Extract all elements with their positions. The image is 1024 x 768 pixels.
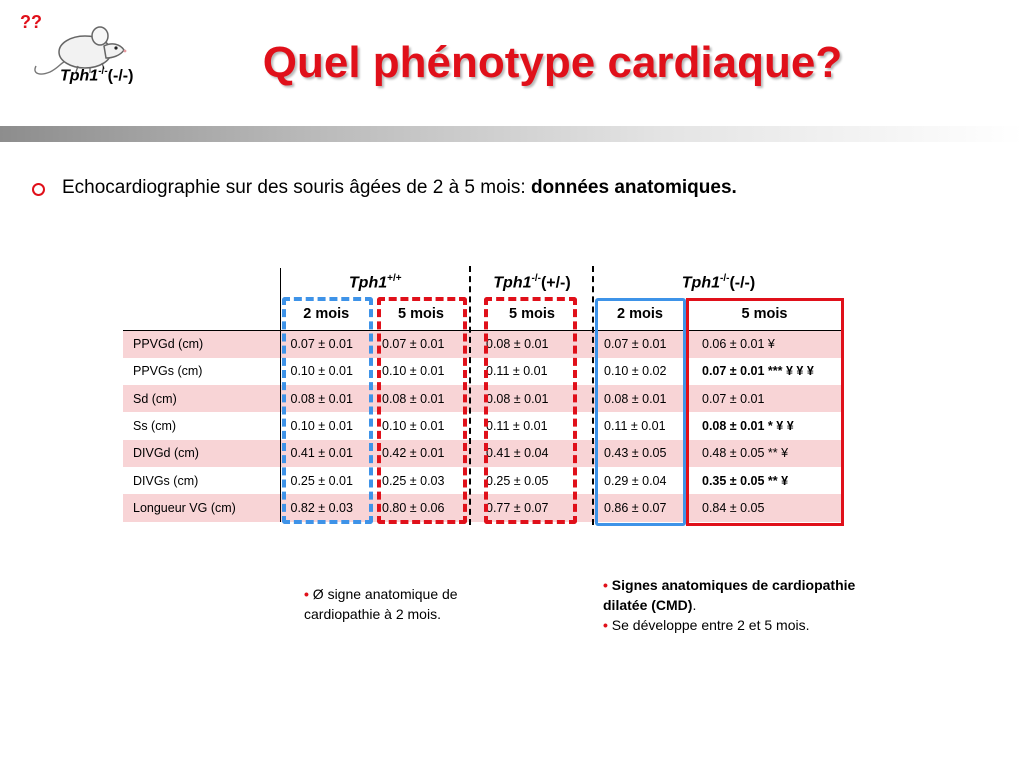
highlight-box-ko-2months <box>595 298 686 526</box>
highlight-box-wt-2months <box>282 297 373 524</box>
table-cell: 0.08 ± 0.01 <box>372 385 470 412</box>
table-cell: 0.29 ± 0.04 <box>594 467 686 494</box>
note-left: • Ø signe anatomique de cardiopathie à 2 mois. <box>304 586 458 622</box>
table-cell: 0.25 ± 0.03 <box>372 467 470 494</box>
table-cell: 0.80 ± 0.06 <box>372 494 470 521</box>
row-label: PPVGd (cm) <box>123 331 280 358</box>
age-header: 2 mois <box>594 298 686 331</box>
table-cell: 0.06 ± 0.01 ¥ <box>686 331 843 358</box>
table-cell: 0.42 ± 0.01 <box>372 440 470 467</box>
empty-corner-cell <box>123 298 280 331</box>
table-cell: 0.10 ± 0.01 <box>280 412 372 439</box>
mouse-genotype-label: Tph1-/-(-/-) <box>60 66 134 85</box>
age-header: 2 mois <box>280 298 372 331</box>
bullet-dot-icon: • <box>603 617 608 633</box>
table-cell: 0.11 ± 0.01 <box>594 412 686 439</box>
table-cell: 0.25 ± 0.05 <box>470 467 594 494</box>
row-label: DIVGd (cm) <box>123 440 280 467</box>
table-cell: 0.07 ± 0.01 <box>280 331 372 358</box>
age-header: 5 mois <box>372 298 470 331</box>
group-separator <box>592 266 594 525</box>
highlight-box-ko-5months <box>686 298 844 526</box>
table-cell: 0.08 ± 0.01 <box>470 331 594 358</box>
table-cell: 0.10 ± 0.01 <box>372 412 470 439</box>
table-cell: 0.08 ± 0.01 <box>594 385 686 412</box>
bullet-dot-icon: • <box>603 577 608 593</box>
table-cell: 0.11 ± 0.01 <box>470 358 594 385</box>
unknown-phenotype-mark: ?? <box>20 12 42 32</box>
table-cell: 0.07 ± 0.01 <box>594 331 686 358</box>
table-cell: 0.10 ± 0.01 <box>280 358 372 385</box>
page-title: Quel phénotype cardiaque? <box>262 38 843 87</box>
bullet-circle-icon <box>32 183 45 196</box>
age-header: 5 mois <box>470 298 594 331</box>
table-cell-significant: 0.08 ± 0.01 * ¥ ¥ <box>686 412 843 439</box>
table-cell-significant: 0.07 ± 0.01 *** ¥ ¥ ¥ <box>686 358 843 385</box>
row-label: Ss (cm) <box>123 412 280 439</box>
highlight-box-wt-5months <box>377 297 467 524</box>
row-label: PPVGs (cm) <box>123 358 280 385</box>
group-separator <box>469 266 471 525</box>
title-divider-bar <box>0 126 1024 142</box>
highlight-box-het-5months <box>484 297 577 524</box>
age-header: 5 mois <box>686 298 843 331</box>
table-cell: 0.08 ± 0.01 <box>280 385 372 412</box>
table-cell: 0.77 ± 0.07 <box>470 494 594 521</box>
table-cell-significant: 0.35 ± 0.05 ** ¥ <box>686 467 843 494</box>
bullet-dot-icon: • <box>304 586 309 602</box>
table-cell: 0.10 ± 0.01 <box>372 358 470 385</box>
table-cell: 0.82 ± 0.03 <box>280 494 372 521</box>
group-header-wild-type: Tph1+/+ <box>348 273 402 292</box>
note-right: • Signes anatomiques de cardiopathie dilatée (CMD). • Se développe entre 2 et 5 mois. <box>603 577 856 633</box>
table-cell: 0.25 ± 0.01 <box>280 467 372 494</box>
table-cell: 0.41 ± 0.04 <box>470 440 594 467</box>
table-cell: 0.10 ± 0.02 <box>594 358 686 385</box>
group-header-homozygous-mother: Tph1-/-(-/-) <box>681 273 756 292</box>
table-cell: 0.43 ± 0.05 <box>594 440 686 467</box>
row-label: Sd (cm) <box>123 385 280 412</box>
table-cell: 0.48 ± 0.05 ** ¥ <box>686 440 843 467</box>
table-cell: 0.41 ± 0.01 <box>280 440 372 467</box>
table-cell: 0.86 ± 0.07 <box>594 494 686 521</box>
table-cell: 0.08 ± 0.01 <box>470 385 594 412</box>
table-cell: 0.84 ± 0.05 <box>686 494 843 521</box>
row-label: Longueur VG (cm) <box>123 494 280 521</box>
table-cell: 0.11 ± 0.01 <box>470 412 594 439</box>
group-header-row <box>123 268 843 298</box>
table-cell: 0.07 ± 0.01 <box>686 385 843 412</box>
empty-corner-cell <box>123 268 280 298</box>
row-label: DIVGs (cm) <box>123 467 280 494</box>
group-header-heterozygous-mother: Tph1-/-(+/-) <box>493 273 571 292</box>
table-cell: 0.07 ± 0.01 <box>372 331 470 358</box>
intro-bullet-text: Echocardiographie sur des souris âgées de 2 à 5 mois: données anatomiques. <box>62 177 737 198</box>
